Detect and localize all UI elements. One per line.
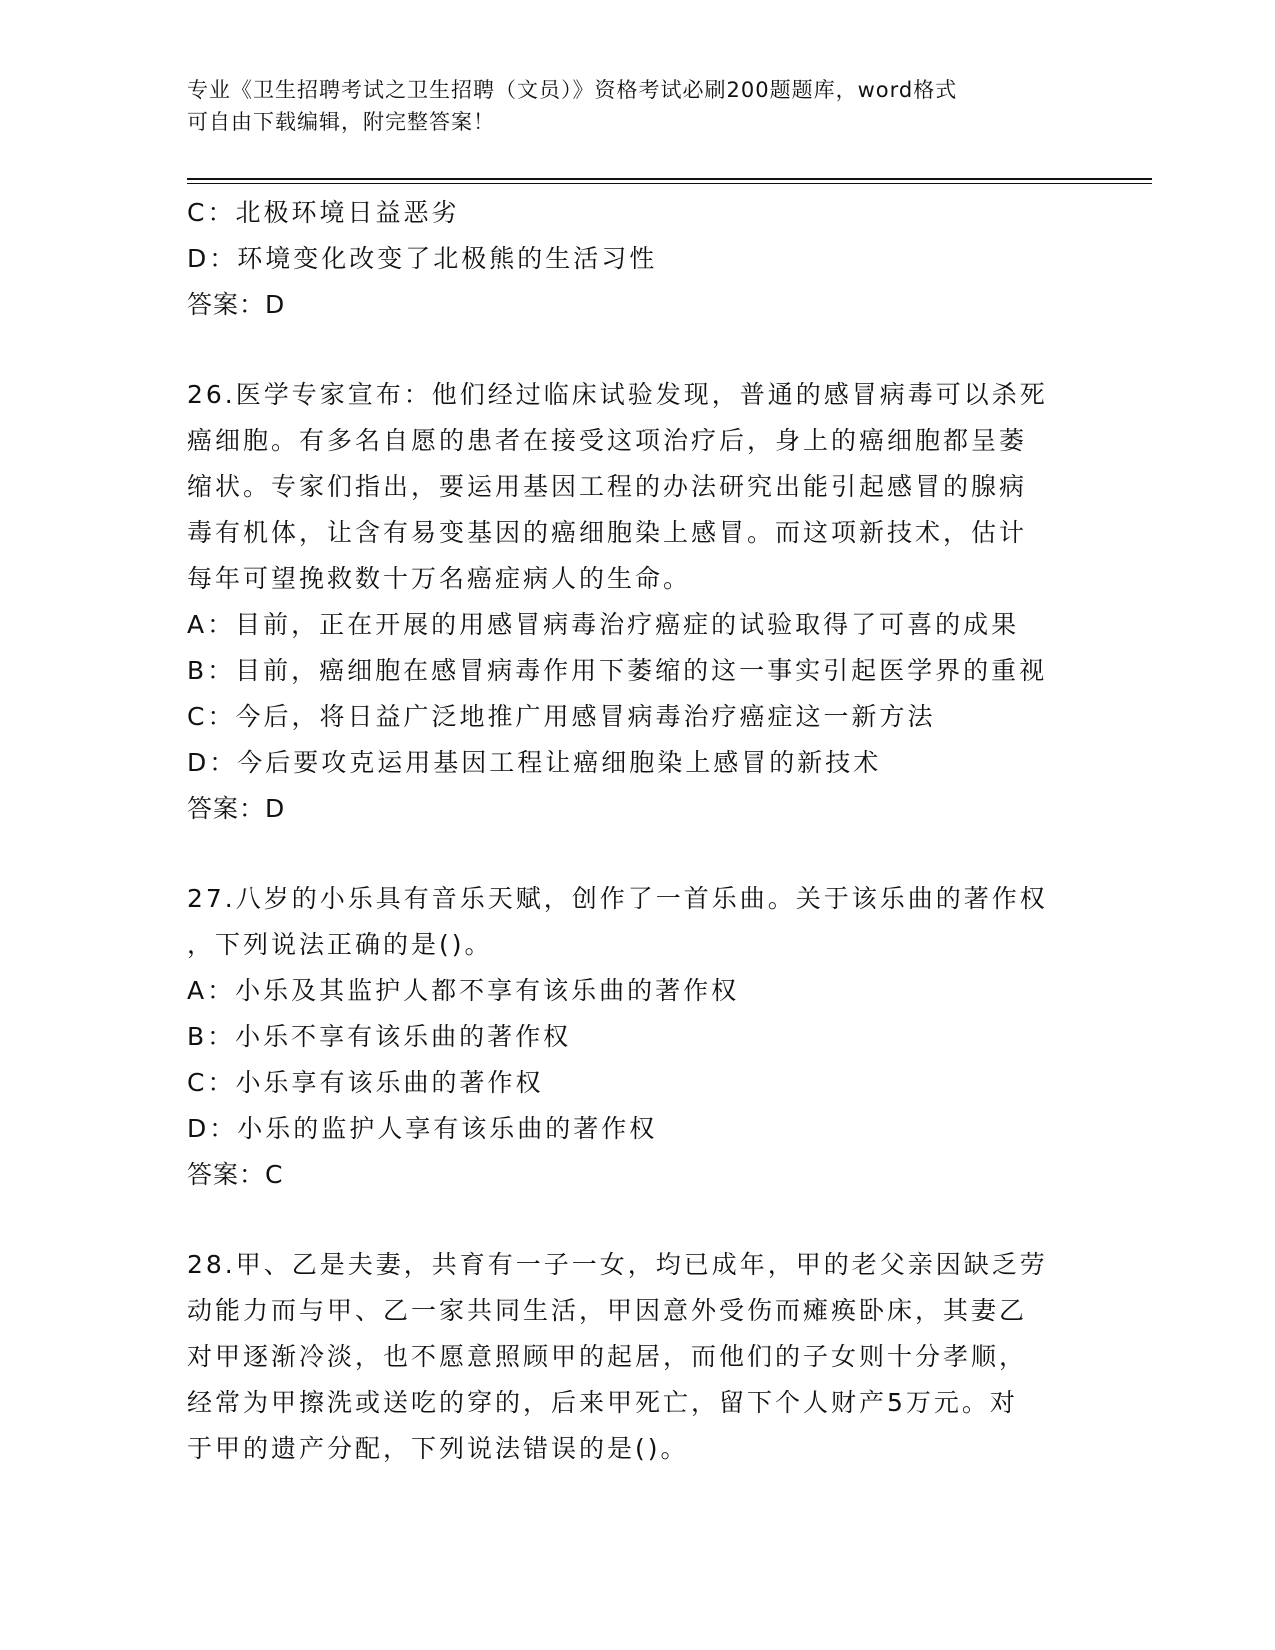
question-stem-line: 癌细胞。有多名自愿的患者在接受这项治疗后，身上的癌细胞都呈萎 [187, 426, 1028, 455]
option-d: D：今后要攻克运用基因工程让癌细胞染上感冒的新技术 [187, 748, 882, 777]
answer-line: 答案：D [187, 290, 286, 319]
option-b: B：小乐不享有该乐曲的著作权 [187, 1022, 572, 1051]
question-stem-line: 每年可望挽救数十万名癌症病人的生命。 [187, 564, 692, 593]
question-stem-line: 动能力而与甲、乙一家共同生活，甲因意外受伤而瘫痪卧床，其妻乙 [187, 1296, 1028, 1325]
option-d: D：小乐的监护人享有该乐曲的著作权 [187, 1114, 658, 1143]
spacer [187, 1198, 1087, 1242]
option-b: B：目前，癌细胞在感冒病毒作用下萎缩的这一事实引起医学界的重视 [187, 656, 1048, 685]
answer-line: 答案：D [187, 794, 286, 823]
spacer [187, 328, 1087, 372]
header-rule-thin [187, 183, 1152, 184]
question-27 [187, 876, 1087, 1198]
question-stem-line: 于甲的遗产分配，下列说法错误的是()。 [187, 1434, 689, 1463]
question-stem-line: 28.甲、乙是夫妻，共育有一子一女，均已成年，甲的老父亲因缺乏劳 [187, 1250, 1048, 1279]
option-a: A：目前，正在开展的用感冒病毒治疗癌症的试验取得了可喜的成果 [187, 610, 1020, 639]
question-stem-line: 缩状。专家们指出，要运用基因工程的办法研究出能引起感冒的腺病 [187, 472, 1028, 501]
answer-line: 答案：C [187, 1160, 284, 1189]
option-c: C：小乐享有该乐曲的著作权 [187, 1068, 544, 1097]
option-c: C：今后，将日益广泛地推广用感冒病毒治疗癌症这一新方法 [187, 702, 936, 731]
question-content [187, 190, 1087, 1472]
question-stem-line: 26.医学专家宣布：他们经过临床试验发现，普通的感冒病毒可以杀死 [187, 380, 1048, 409]
question-stem-line: ，下列说法正确的是()。 [187, 930, 493, 959]
question-26 [187, 372, 1087, 832]
option-c: C：北极环境日益恶劣 [187, 198, 460, 227]
question-stem-line: 27.八岁的小乐具有音乐天赋，创作了一首乐曲。关于该乐曲的著作权 [187, 884, 1048, 913]
question-28 [187, 1242, 1087, 1472]
spacer [187, 832, 1087, 876]
header-line-2: 可自由下载编辑，附完整答案！ [187, 110, 495, 134]
header-line-1: 专业《卫生招聘考试之卫生招聘（文员）》资格考试必刷200题题库，word格式 [187, 78, 958, 102]
question-stem-line: 毒有机体，让含有易变基因的癌细胞染上感冒。而这项新技术，估计 [187, 518, 1028, 547]
option-d: D：环境变化改变了北极熊的生活习性 [187, 244, 658, 273]
question-25-continued [187, 190, 1087, 328]
option-a: A：小乐及其监护人都不享有该乐曲的著作权 [187, 976, 740, 1005]
header-rule-thick [187, 178, 1152, 180]
question-stem-line: 经常为甲擦洗或送吃的穿的，后来甲死亡，留下个人财产5万元。对 [187, 1388, 1018, 1417]
page-header [187, 74, 1067, 138]
question-stem-line: 对甲逐渐冷淡，也不愿意照顾甲的起居，而他们的子女则十分孝顺， [187, 1342, 1028, 1371]
